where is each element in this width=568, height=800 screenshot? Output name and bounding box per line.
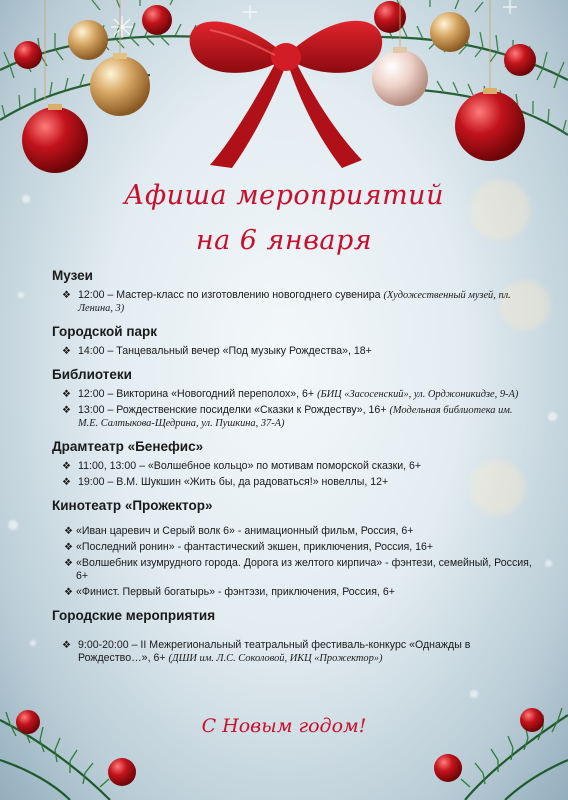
section-title: Кинотеатр «Прожектор» xyxy=(52,498,213,513)
section-city-events xyxy=(52,608,532,665)
diamond-bullet-icon: ❖ xyxy=(62,640,71,651)
red-ornament xyxy=(108,758,136,786)
red-ornament xyxy=(22,107,88,173)
red-ornament xyxy=(504,44,536,76)
section-drama-theatre xyxy=(52,439,532,489)
red-ornament xyxy=(374,1,406,33)
red-bow xyxy=(190,21,383,168)
diamond-bullet-icon: ❖ xyxy=(64,526,73,537)
section-cinema xyxy=(52,498,532,599)
red-ornament xyxy=(142,5,172,35)
section-title: Драмтеатр «Бенефис» xyxy=(52,439,204,454)
gold-ornament xyxy=(430,12,470,52)
diamond-bullet-icon: ❖ xyxy=(62,346,71,357)
section-title: Библиотеки xyxy=(52,367,132,382)
diamond-bullet-icon: ❖ xyxy=(62,290,71,301)
section-libraries xyxy=(52,367,532,430)
list-item: ❖ 13:00 – Рождественские посиделки «Сказки к Рождеству», 16+ (Модельная библиотека им. М.Е. Салтыкова-Щедрина, ул. Пушкина, 37-А) xyxy=(62,404,513,429)
poster-title-line1: Афиша мероприятий xyxy=(124,180,444,211)
section-museums xyxy=(52,268,532,315)
diamond-bullet-icon: ❖ xyxy=(62,389,71,400)
diamond-bullet-icon: ❖ xyxy=(62,461,71,472)
list-item: ❖ «Волшебник изумрудного города. Дорога из желтого кирпича» - фэнтези, семейный, Россия, 6+ xyxy=(64,557,532,582)
gold-ornament xyxy=(90,56,150,116)
new-year-greeting: С Новым годом! xyxy=(201,715,367,737)
list-item: ❖ 12:00 – Мастер-класс по изготовлению новогоднего сувенира (Художественный музей, пл. Ленина, 3) xyxy=(62,289,511,314)
diamond-bullet-icon: ❖ xyxy=(64,587,73,598)
section-title: Городской парк xyxy=(52,324,157,339)
diamond-bullet-icon: ❖ xyxy=(64,558,73,569)
diamond-bullet-icon: ❖ xyxy=(62,477,71,488)
list-item: ❖ 9:00-20:00 – II Межрегиональный театральный фестиваль-конкурс «Однажды в Рождество…», 6+ (ДШИ им. Л.С. Соколовой, ИКЦ «Прожектор») xyxy=(62,639,471,664)
section-city-park xyxy=(52,324,532,358)
red-ornament xyxy=(14,41,42,69)
list-item: ❖ «Иван царевич и Серый волк 6» - анимационный фильм, Россия, 6+ xyxy=(64,525,414,537)
section-title: Городские мероприятия xyxy=(52,608,216,623)
list-item: ❖ 12:00 – Викторина «Новогодний переполох», 6+ (БИЦ «Засосенский», ул. Орджоникидзе, 9-А) xyxy=(62,388,519,400)
pink-ornament xyxy=(372,50,428,106)
section-title: Музеи xyxy=(52,268,93,283)
list-item: ❖ «Последний ронин» - фантастический экшен, приключения, Россия, 16+ xyxy=(64,541,434,553)
list-item: ❖ 14:00 – Танцевальный вечер «Под музыку Рождества», 18+ xyxy=(62,345,372,357)
events-list xyxy=(52,268,532,668)
red-ornament xyxy=(434,754,462,782)
diamond-bullet-icon: ❖ xyxy=(64,542,73,553)
list-item: ❖ 11:00, 13:00 – «Волшебное кольцо» по мотивам поморской сказки, 6+ xyxy=(62,460,422,472)
list-item: ❖ «Финист. Первый богатырь» - фэнтэзи, приключения, Россия, 6+ xyxy=(64,586,395,598)
gold-ornament xyxy=(68,20,108,60)
poster-title-line2: на 6 января xyxy=(195,225,373,256)
red-ornament xyxy=(455,91,525,161)
list-item: ❖ 19:00 – В.М. Шукшин «Жить бы, да радоваться!» новеллы, 12+ xyxy=(62,476,389,488)
diamond-bullet-icon: ❖ xyxy=(62,405,71,416)
